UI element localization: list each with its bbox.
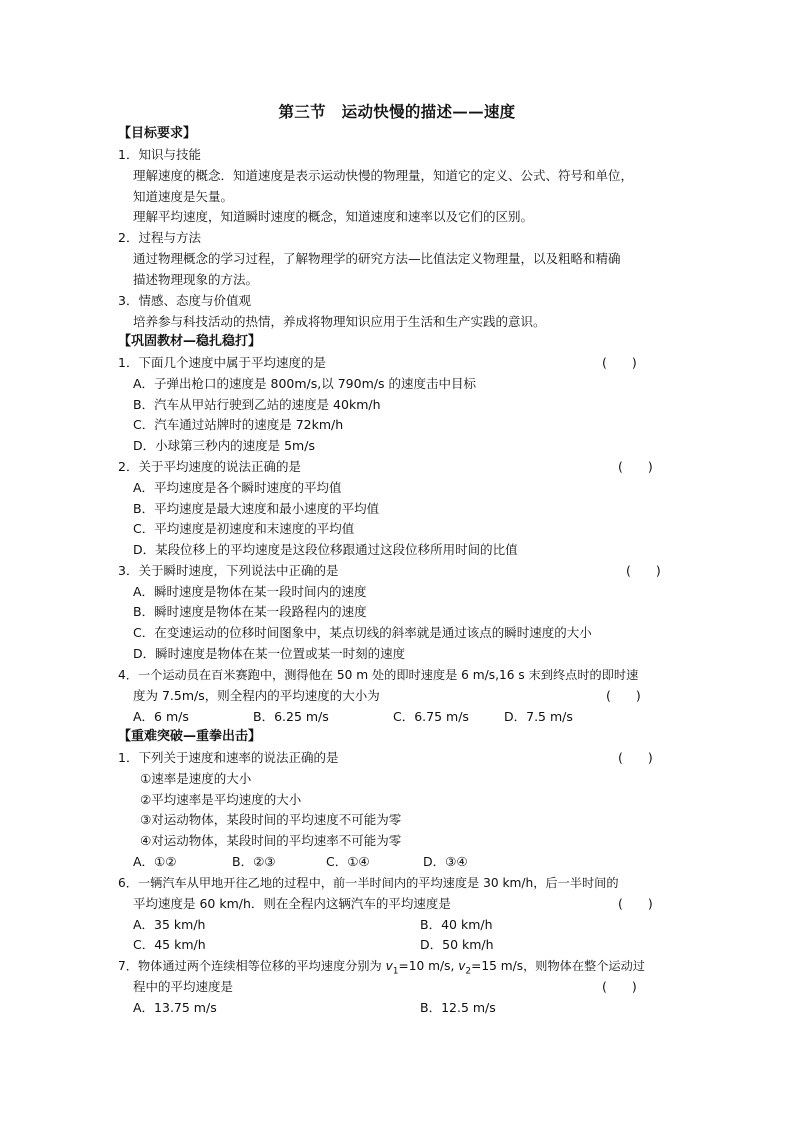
q1-option-b: B．汽车从甲站行驶到乙站的速度是 40km/h bbox=[133, 397, 381, 412]
q5-answer-blank: ( ) bbox=[618, 750, 653, 765]
q2-option-c: C．平均速度是初速度和末速度的平均值 bbox=[133, 521, 355, 536]
q1-answer-blank: ( ) bbox=[602, 355, 637, 370]
q1-option-d: D．小球第三秒内的速度是 5m/s bbox=[133, 438, 315, 453]
goal-3-line-1: 培养参与科技活动的热情，养成将物理知识应用于生活和生产实践的意识。 bbox=[133, 314, 546, 329]
q7-stem-prefix: 7．物体通过两个连续相等位移的平均速度分别为 bbox=[118, 959, 386, 973]
q3-option-a: A．瞬时速度是物体在某一段时间内的速度 bbox=[133, 584, 367, 599]
q7-v2-value: =15 m/s，则物体在整个运动过 bbox=[471, 959, 645, 973]
q3-option-b: B．瞬时速度是物体在某一段路程内的速度 bbox=[133, 604, 367, 619]
q2-option-a: A．平均速度是各个瞬时速度的平均值 bbox=[133, 480, 342, 495]
q5-statement-3: ③对运动物体，某段时间的平均速度不可能为零 bbox=[140, 812, 402, 827]
q7-stem-line-1 bbox=[118, 956, 645, 976]
q7-answer-blank: ( ) bbox=[602, 979, 637, 994]
q2-option-b: B．平均速度是最大速度和最小速度的平均值 bbox=[133, 501, 380, 516]
q2-stem: 2．关于平均速度的说法正确的是 bbox=[118, 459, 301, 474]
goal-1-heading: 1．知识与技能 bbox=[118, 147, 201, 162]
q6-option-d: D．50 km/h bbox=[420, 937, 494, 952]
goal-2-line-1: 通过物理概念的学习过程，了解物理学的研究方法—比值法定义物理量，以及粗略和精确 bbox=[133, 251, 621, 266]
q1-stem: 1．下面几个速度中属于平均速度的是 bbox=[118, 355, 326, 370]
q4-option-b: B．6.25 m/s bbox=[253, 709, 329, 724]
q3-answer-blank: ( ) bbox=[626, 563, 661, 578]
q3-option-d: D．瞬时速度是物体在某一位置或某一时刻的速度 bbox=[133, 646, 406, 661]
q5-option-c: C．①④ bbox=[326, 854, 370, 869]
q5-statement-2: ②平均速率是平均速度的大小 bbox=[140, 792, 302, 807]
q4-stem-line-2: 度为 7.5m/s，则全程内的平均速度的大小为 bbox=[133, 688, 380, 703]
q7-option-b: B．12.5 m/s bbox=[420, 1000, 496, 1015]
q7-v2-symbol: v bbox=[458, 959, 466, 973]
goal-2-heading: 2．过程与方法 bbox=[118, 230, 201, 245]
q7-v1-value: =10 m/s, bbox=[398, 959, 459, 973]
q6-stem-line-1: 6．一辆汽车从甲地开往乙地的过程中，前一半时间内的平均速度是 30 km/h，后一半时间的 bbox=[118, 876, 619, 890]
q4-option-a: A．6 m/s bbox=[133, 709, 189, 724]
q2-option-d: D．某段位移上的平均速度是这段位移跟通过这段位移所用时间的比值 bbox=[133, 542, 518, 557]
q6-option-b: B．40 km/h bbox=[420, 917, 493, 932]
goal-1-line-3: 理解平均速度，知道瞬时速度的概念，知道速度和速率以及它们的区别。 bbox=[133, 209, 534, 224]
q5-statement-4: ④对运动物体，某段时间的平均速率不可能为零 bbox=[140, 833, 402, 848]
q7-v1-subscript: 1 bbox=[392, 966, 399, 977]
q3-option-c: C．在变速运动的位移时间图象中，某点切线的斜率就是通过该点的瞬时速度的大小 bbox=[133, 625, 592, 640]
goal-2-line-2: 描述物理现象的方法。 bbox=[133, 272, 259, 287]
q5-option-d: D．③④ bbox=[423, 854, 468, 869]
q7-v1-symbol: v bbox=[385, 959, 393, 973]
q3-stem: 3．关于瞬时速度，下列说法中正确的是 bbox=[118, 563, 339, 578]
q5-stem: 1．下列关于速度和速率的说法正确的是 bbox=[118, 750, 339, 765]
page-title: 第三节 运动快慢的描述——速度 bbox=[278, 102, 516, 121]
q5-option-a: A．①② bbox=[133, 854, 177, 869]
q1-option-c: C．汽车通过站牌时的速度是 72km/h bbox=[133, 417, 344, 432]
q5-statement-1: ①速率是速度的大小 bbox=[140, 771, 252, 786]
q1-option-a: A．子弹出枪口的速度是 800m/s,以 790m/s 的速度击中目标 bbox=[133, 376, 476, 391]
q7-v2-subscript: 2 bbox=[465, 966, 472, 977]
q7-option-a: A．13.75 m/s bbox=[133, 1000, 217, 1015]
goal-1-line-2: 知道速度是矢量。 bbox=[133, 189, 234, 204]
section-consolidate-heading: 【巩固教材—稳扎稳打】 bbox=[118, 334, 262, 349]
q6-option-c: C．45 km/h bbox=[133, 937, 206, 952]
q6-stem-line-2: 平均速度是 60 km/h．则在全程内这辆汽车的平均速度是 bbox=[133, 896, 451, 911]
q4-answer-blank: ( ) bbox=[606, 688, 641, 703]
q6-option-a: A．35 km/h bbox=[133, 917, 206, 932]
q5-option-b: B．②③ bbox=[232, 854, 276, 869]
q4-option-c: C．6.75 m/s bbox=[393, 709, 469, 724]
section-breakthrough-heading: 【重难突破—重拳出击】 bbox=[118, 729, 262, 744]
q7-stem-line-2: 程中的平均速度是 bbox=[133, 979, 234, 994]
q4-stem-line-1: 4．一个运动员在百米赛跑中，测得他在 50 m 处的即时速度是 6 m/s,16 s 末到终点时的即时速 bbox=[118, 668, 639, 682]
q6-answer-blank: ( ) bbox=[618, 896, 653, 911]
goal-3-heading: 3．情感、态度与价值观 bbox=[118, 293, 251, 308]
q2-answer-blank: ( ) bbox=[618, 459, 653, 474]
q4-option-d: D．7.5 m/s bbox=[504, 709, 573, 724]
section-goals-heading: 【目标要求】 bbox=[118, 126, 197, 141]
goal-1-line-1: 理解速度的概念．知道速度是表示运动快慢的物理量，知道它的定义、公式、符号和单位， bbox=[133, 168, 634, 183]
